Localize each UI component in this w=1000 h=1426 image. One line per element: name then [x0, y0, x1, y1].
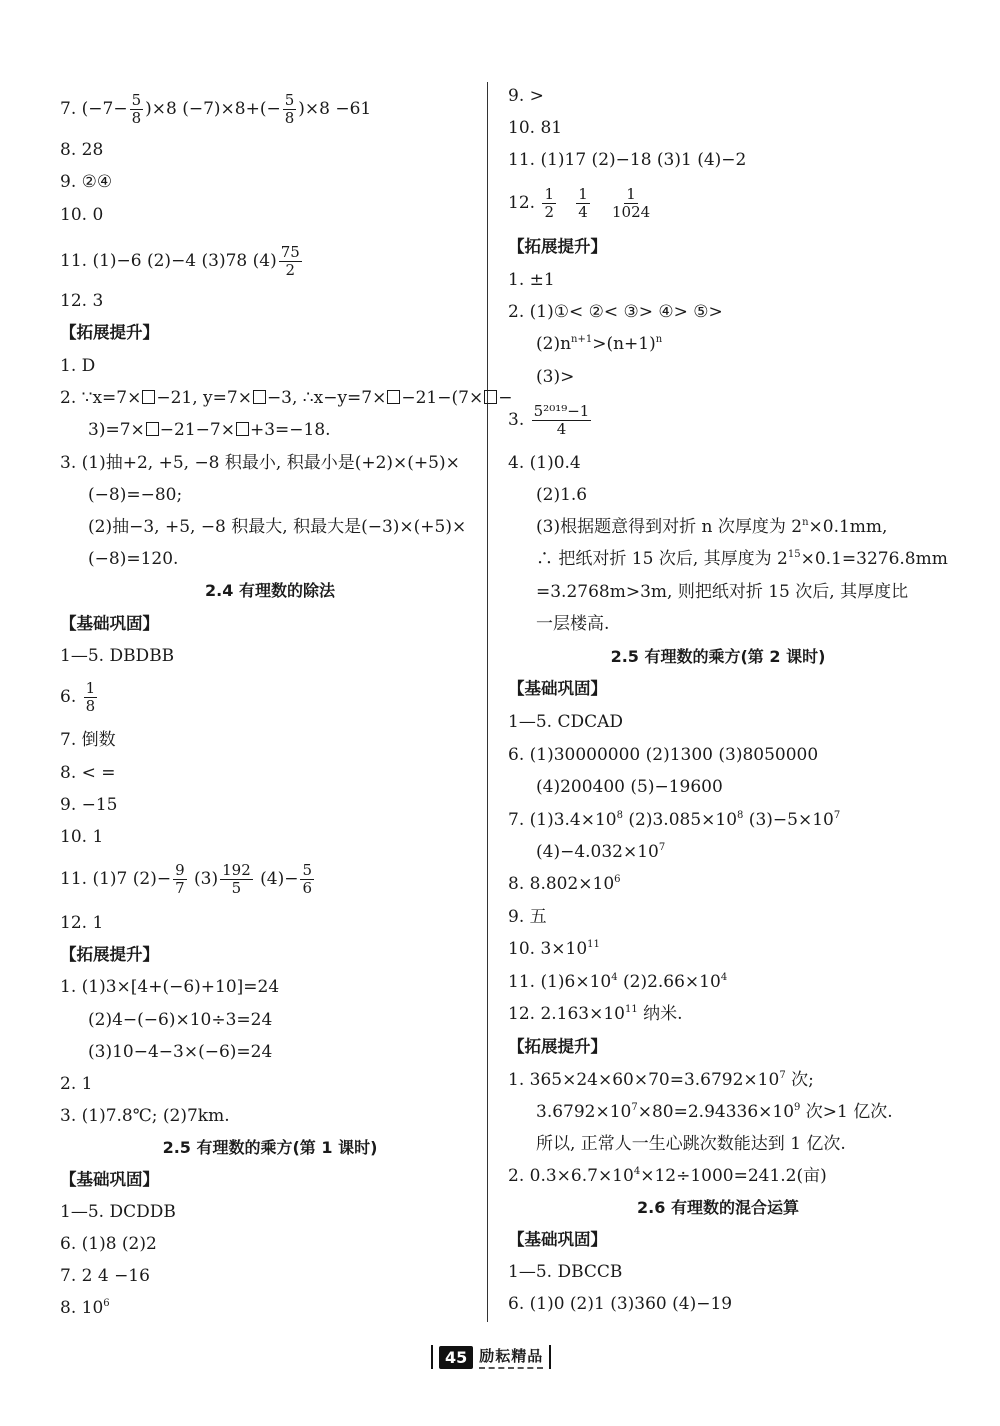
fraction: $\frac{5}{8}$ — [131, 91, 142, 127]
ext-answer-1-conclusion: 所以, 正常人一生心跳次数能达到 1 亿次. — [536, 1134, 846, 1154]
page-number: 45 — [439, 1346, 473, 1369]
section-basic: 【基础巩固】 — [508, 679, 607, 698]
box-symbol — [484, 390, 497, 404]
answer-7: 7. (−7− $\frac{5}{8}$ )×8 (−7)×8+(− $\frac{5}{8}$ )×8 −61 — [60, 91, 372, 127]
ext-answer-1: 1. (1)3×[4+(−6)+10]=24 — [60, 977, 280, 997]
ext-answer-1-cont: $3.6792\times 10^7\times 80=2.94336\times 10^9$ 次>1 亿次. — [536, 1102, 893, 1122]
answer-1-5: 1—5. DBCCB — [508, 1262, 623, 1282]
answer-11: 11. (1)17 (2)−18 (3)1 (4)−2 — [508, 150, 747, 170]
fraction: $\frac{1}{8}$ — [85, 679, 96, 715]
ext-answer-2-cont: 3)=7× −21−7× +3=−18. — [88, 420, 331, 440]
answer-6: 6. (1)30000000 (2)1300 (3)8050000 — [508, 745, 819, 765]
section-basic: 【基础巩固】 — [508, 1230, 607, 1249]
answer-9: 9. > — [508, 86, 544, 106]
ext-answer-1: 1. D — [60, 356, 96, 376]
box-symbol — [236, 422, 249, 436]
answer-10: 10. 1 — [60, 827, 104, 847]
section-title-2-5-1: 2.5 有理数的乘方(第 1 课时) — [162, 1138, 378, 1157]
box-symbol — [253, 390, 266, 404]
answer-7-cont: $(4)-4.032\times 10^7$ — [536, 842, 666, 862]
ext-answer-2-3: (3)> — [536, 367, 575, 387]
fraction: $\frac{1}{2}$ — [544, 185, 554, 221]
answer-11: 11. (1)−6 (2)−4 (3)78 (4) $\frac{75}{2}$ — [60, 243, 300, 279]
ext-answer-2: 2. ∵x=7× −21, y=7× −3, ∴x−y=7× −21−(7× − — [60, 388, 513, 408]
ext-answer-1: 1. $365\times 24\times 60\times 70=3.6792\times 10^7$ 次; — [508, 1070, 814, 1090]
answer-12: 12. 3 — [60, 291, 104, 311]
section-extension: 【拓展提升】 — [60, 323, 159, 342]
answer-7: 7. $(1)3.4\times 10^8$ $(2)3.085\times 10^8$ $(3)-5\times 10^7$ — [508, 810, 841, 830]
answer-8: 8. 28 — [60, 140, 104, 160]
footer-bar — [431, 1345, 433, 1369]
section-extension: 【拓展提升】 — [508, 1037, 607, 1056]
ext-answer-4-3-cont: ∴ 把纸对折 15 次后, 其厚度为 $2^{15}\times 0.1=3276.8mm$ — [536, 549, 948, 569]
answer-10: 10. 81 — [508, 118, 563, 138]
box-symbol — [387, 390, 400, 404]
ext-answer-4-2: (2)1.6 — [536, 485, 588, 505]
ext-answer-4-3-cont3: 一层楼高. — [536, 614, 610, 634]
answer-1-5: 1—5. DBDBB — [60, 646, 175, 666]
section-title-2-6: 2.6 有理数的混合运算 — [637, 1198, 799, 1217]
ext-answer-3-2-cont: (−8)=120. — [88, 549, 179, 569]
answer-8: 8. $8.802\times 10^6$ — [508, 874, 621, 894]
answer-9: 9. ②④ — [60, 172, 113, 192]
column-divider — [487, 82, 488, 1322]
ext-answer-3: 3. (1)抽+2, +5, −8 积最小, 积最小是(+2)×(+5)× — [60, 453, 460, 473]
fraction: $\frac{1}{4}$ — [578, 185, 588, 221]
ext-answer-2: 2. $0.3\times 6.7\times 10^4\times 12\div 1000=241.2$(亩) — [508, 1166, 827, 1186]
ext-answer-3: 3. $\frac{\text{5²⁰¹⁹−1}}{4}$ — [508, 402, 590, 438]
answer-6: 6. (1)0 (2)1 (3)360 (4)−19 — [508, 1294, 733, 1314]
ext-answer-4-3-cont2: =3.2768m>3m, 则把纸对折 15 次后, 其厚度比 — [536, 582, 909, 602]
answer-12: 12. 1 — [60, 913, 104, 933]
answer-12: 12. $\frac{1}{2}$ $\frac{1}{4}$ $\frac{1}{1024}$ — [508, 185, 651, 221]
fraction: $\frac{75}{2}$ — [280, 243, 300, 279]
section-title-2-4: 2.4 有理数的除法 — [205, 581, 335, 600]
fraction: $\frac{5}{8}$ — [284, 91, 295, 127]
answer-9: 9. 五 — [508, 907, 547, 927]
ext-answer-3: 3. (1)7.8℃; (2)7km. — [60, 1106, 230, 1126]
answer-11: 11. (1)7 (2)− $\frac{9}{7}$ (3) $\frac{192}{5}$ (4)− $\frac{5}{6}$ — [60, 861, 313, 897]
answer-9: 9. −15 — [60, 795, 118, 815]
answer-12: 12. $2.163\times 10^{11}$ 纳米. — [508, 1004, 683, 1024]
section-basic: 【基础巩固】 — [60, 614, 159, 633]
section-title-2-5-2: 2.5 有理数的乘方(第 2 课时) — [610, 647, 826, 666]
ext-answer-2-2: $(2)n^{n+1}>(n+1)^n$ — [536, 334, 663, 354]
answer-8: 8. $10^6$ — [60, 1298, 110, 1318]
fraction: $\frac{9}{7}$ — [175, 861, 185, 897]
box-symbol — [146, 422, 159, 436]
answer-1-5: 1—5. CDCAD — [508, 712, 623, 732]
fraction: $\frac{192}{5}$ — [222, 861, 251, 897]
fraction: $\frac{\text{5²⁰¹⁹−1}}{4}$ — [533, 402, 590, 438]
ext-answer-3-2: (2)抽−3, +5, −8 积最大, 积最大是(−3)×(+5)× — [88, 517, 467, 537]
brand-logo-text: 励耘精品 — [479, 1345, 543, 1369]
answer-11: 11. $(1)6\times 10^4$ $(2)2.66\times 10^4$ — [508, 972, 728, 992]
footer-bar — [549, 1345, 551, 1369]
answer-6-cont: (4)200400 (5)−19600 — [536, 777, 723, 797]
ext-answer-2: 2. (1)①< ②< ③> ④> ⑤> — [508, 302, 723, 322]
answer-8: 8. < = — [60, 763, 116, 783]
answer-10: 10. $3\times 10^{11}$ — [508, 939, 600, 959]
ext-answer-1-2: (2)4−(−6)×10÷3=24 — [88, 1010, 273, 1030]
ext-answer-4-3: (3)根据题意得到对折 n 次厚度为 $2^n\times 0.1mm$, — [536, 517, 888, 537]
fraction: $\frac{1}{1024}$ — [611, 185, 651, 221]
ext-answer-4: 4. (1)0.4 — [508, 453, 581, 473]
section-extension: 【拓展提升】 — [508, 237, 607, 256]
answer-10: 10. 0 — [60, 205, 104, 225]
answer-6: 6. (1)8 (2)2 — [60, 1234, 157, 1254]
fraction: $\frac{5}{6}$ — [302, 861, 313, 897]
section-basic: 【基础巩固】 — [60, 1170, 159, 1189]
answer-1-5: 1—5. DCDDB — [60, 1202, 176, 1222]
ext-answer-1-3: (3)10−4−3×(−6)=24 — [88, 1042, 273, 1062]
box-symbol — [142, 390, 155, 404]
answer-7: 7. 倒数 — [60, 730, 116, 750]
section-extension: 【拓展提升】 — [60, 945, 159, 964]
ext-answer-1: 1. ±1 — [508, 270, 555, 290]
ext-answer-3-cont: (−8)=−80; — [88, 485, 183, 505]
answer-7: 7. 2 4 −16 — [60, 1266, 150, 1286]
page-footer — [425, 1342, 557, 1372]
answer-6: 6. $\frac{1}{8}$ — [60, 679, 96, 715]
ext-answer-2: 2. 1 — [60, 1074, 93, 1094]
